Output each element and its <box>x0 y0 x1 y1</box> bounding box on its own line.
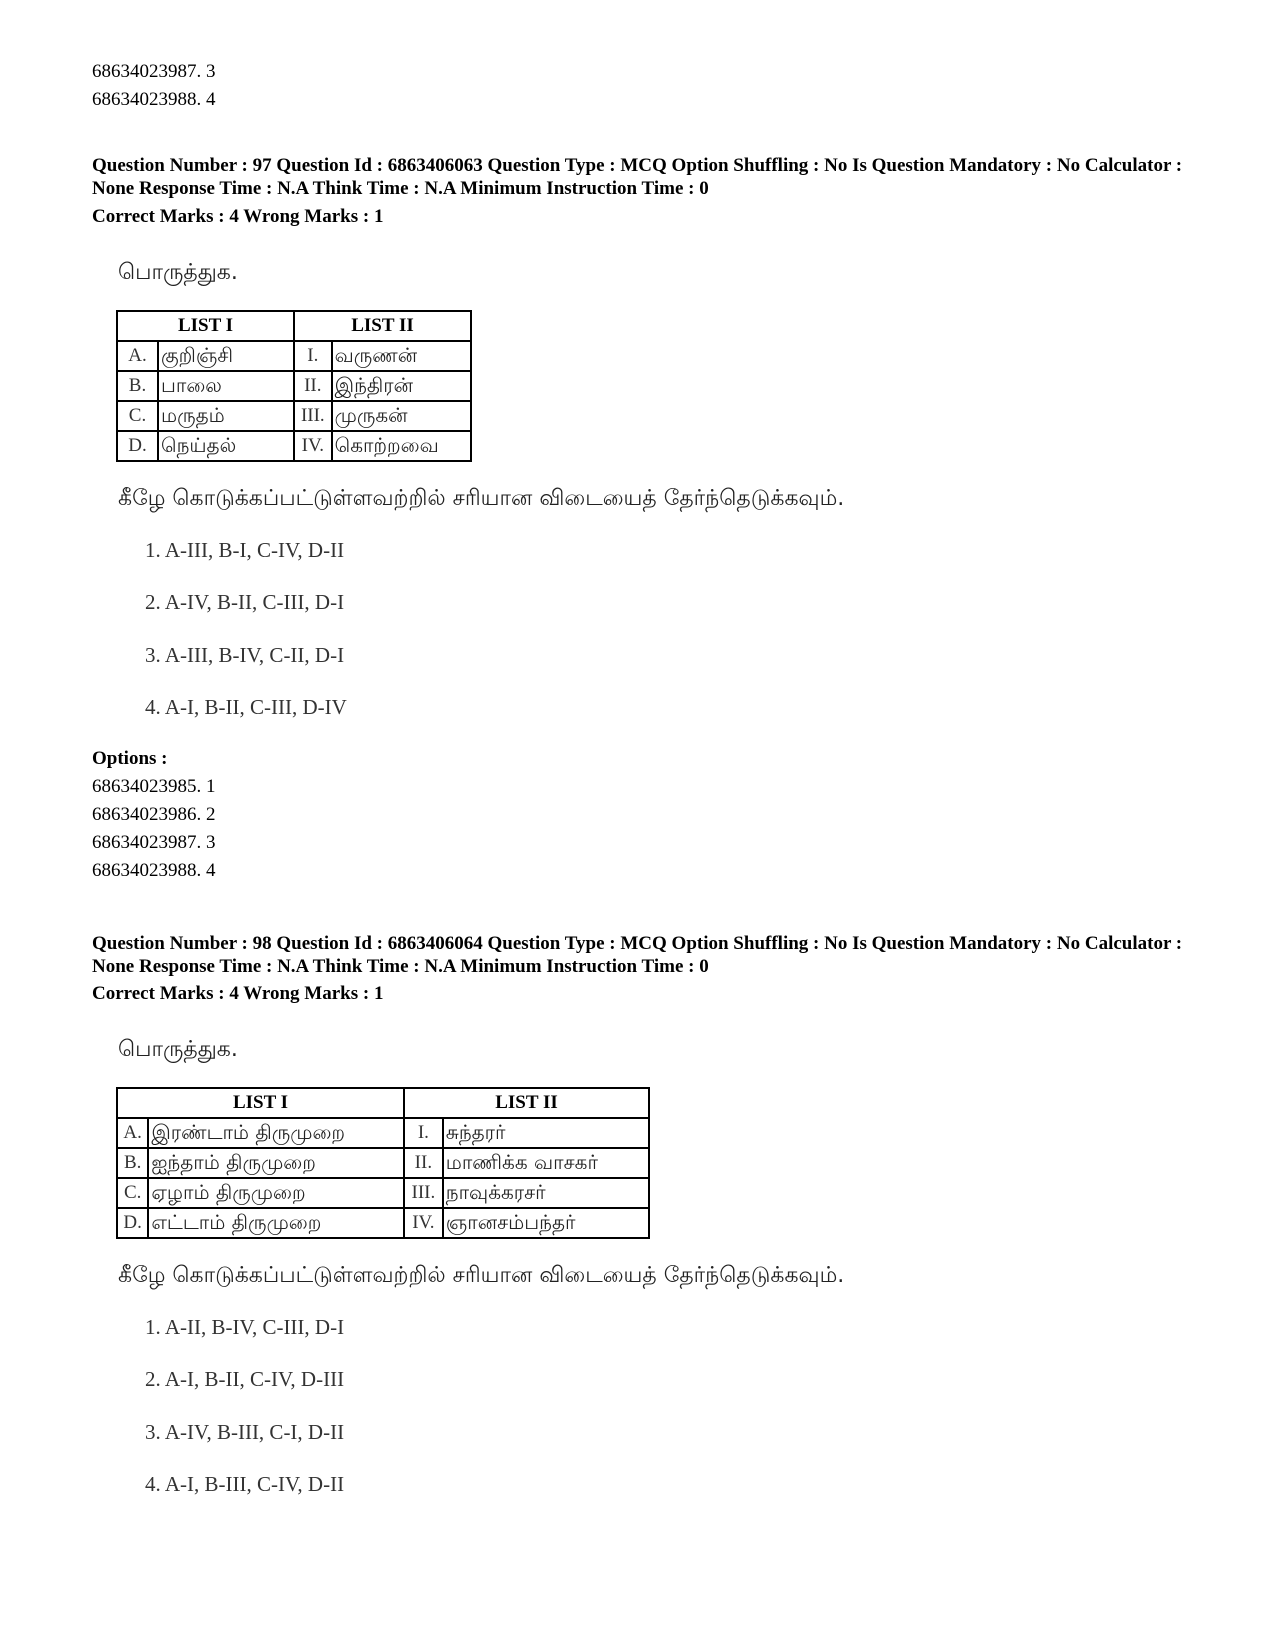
row-label: B. <box>117 371 158 401</box>
table-row <box>117 1118 649 1148</box>
table-header-list1: LIST I <box>117 311 294 341</box>
answer-choice: 1. A-II, B-IV, C-III, D-I <box>145 1315 345 1339</box>
table-header-list1: LIST I <box>117 1088 404 1118</box>
row-label: A. <box>117 341 158 371</box>
list1-item: பாலை <box>158 371 294 401</box>
table-row <box>117 371 471 401</box>
option-line: 68634023987. 3 <box>92 61 216 82</box>
option-line: 68634023988. 4 <box>92 860 216 881</box>
list1-item: ஏழாம் திருமுறை <box>148 1178 404 1208</box>
table-row <box>117 1178 649 1208</box>
list2-item: மாணிக்க வாசகர் <box>443 1148 649 1178</box>
row-label: C. <box>117 401 158 431</box>
option-line: 68634023987. 3 <box>92 832 216 853</box>
table-header-list2: LIST II <box>294 311 471 341</box>
list1-item: மருதம் <box>158 401 294 431</box>
list2-item: வருணன் <box>332 341 471 371</box>
table-row <box>117 1148 649 1178</box>
top-options <box>92 58 216 114</box>
options-list <box>92 773 216 885</box>
list1-item: எட்டாம் திருமுறை <box>148 1208 404 1238</box>
list2-item: நாவுக்கரசர் <box>443 1178 649 1208</box>
row-label: D. <box>117 431 158 461</box>
question-marks: Correct Marks : 4 Wrong Marks : 1 <box>92 983 384 1004</box>
list2-item: முருகன் <box>332 401 471 431</box>
list2-item: சுந்தரர் <box>443 1118 649 1148</box>
row-label: IV. <box>404 1208 443 1238</box>
row-label: IV. <box>294 431 332 461</box>
list2-item: இந்திரன் <box>332 371 471 401</box>
answer-choice: 2. A-I, B-II, C-IV, D-III <box>145 1367 345 1391</box>
row-label: III. <box>404 1178 443 1208</box>
list1-item: ஐந்தாம் திருமுறை <box>148 1148 404 1178</box>
question-heading: பொருத்துக. <box>118 260 238 285</box>
row-label: II. <box>404 1148 443 1178</box>
match-table <box>116 310 472 462</box>
question-instruction: கீழே கொடுக்கப்பட்டுள்ளவற்றில் சரியான விடையைத் தேர்ந்தெடுக்கவும். <box>118 486 845 511</box>
list2-item: கொற்றவை <box>332 431 471 461</box>
option-line: 68634023988. 4 <box>92 89 216 110</box>
answer-choice: 3. A-IV, B-III, C-I, D-II <box>145 1420 345 1444</box>
table-header-row <box>117 1088 649 1118</box>
row-label: A. <box>117 1118 148 1148</box>
row-label: I. <box>404 1118 443 1148</box>
match-table <box>116 1087 650 1239</box>
question-meta: Question Number : 98 Question Id : 6863406064 Question Type : MCQ Option Shuffling : No Is Question Mandatory : No Calculator : None Response Time : N.A Think Time : N.A Minimum Instruction Time : 0 <box>92 933 1183 977</box>
answer-choice: 1. A-III, B-I, C-IV, D-II <box>145 538 345 562</box>
table-header-row <box>117 311 471 341</box>
table-row <box>117 341 471 371</box>
list1-item: குறிஞ்சி <box>158 341 294 371</box>
answer-choice: 4. A-I, B-III, C-IV, D-II <box>145 1472 345 1496</box>
list2-item: ஞானசம்பந்தர் <box>443 1208 649 1238</box>
row-label: D. <box>117 1208 148 1238</box>
row-label: II. <box>294 371 332 401</box>
answer-choice: 3. A-III, B-IV, C-II, D-I <box>145 643 345 667</box>
list1-item: நெய்தல் <box>158 431 294 461</box>
row-label: B. <box>117 1148 148 1178</box>
table-row <box>117 401 471 431</box>
question-marks: Correct Marks : 4 Wrong Marks : 1 <box>92 206 384 227</box>
row-label: I. <box>294 341 332 371</box>
option-line: 68634023986. 2 <box>92 804 216 825</box>
answer-choice: 2. A-IV, B-II, C-III, D-I <box>145 590 345 614</box>
table-row <box>117 1208 649 1238</box>
row-label: III. <box>294 401 332 431</box>
option-line: 68634023985. 1 <box>92 776 216 797</box>
table-header-list2: LIST II <box>404 1088 649 1118</box>
answer-choice: 4. A-I, B-II, C-III, D-IV <box>145 695 347 719</box>
question-meta: Question Number : 97 Question Id : 6863406063 Question Type : MCQ Option Shuffling : No Is Question Mandatory : No Calculator : None Response Time : N.A Think Time : N.A Minimum Instruction Time : 0 <box>92 155 1183 199</box>
row-label: C. <box>117 1178 148 1208</box>
table-row <box>117 431 471 461</box>
question-instruction: கீழே கொடுக்கப்பட்டுள்ளவற்றில் சரியான விடையைத் தேர்ந்தெடுக்கவும். <box>118 1263 845 1288</box>
options-label: Options : <box>92 748 168 769</box>
question-heading: பொருத்துக. <box>118 1037 238 1062</box>
list1-item: இரண்டாம் திருமுறை <box>148 1118 404 1148</box>
